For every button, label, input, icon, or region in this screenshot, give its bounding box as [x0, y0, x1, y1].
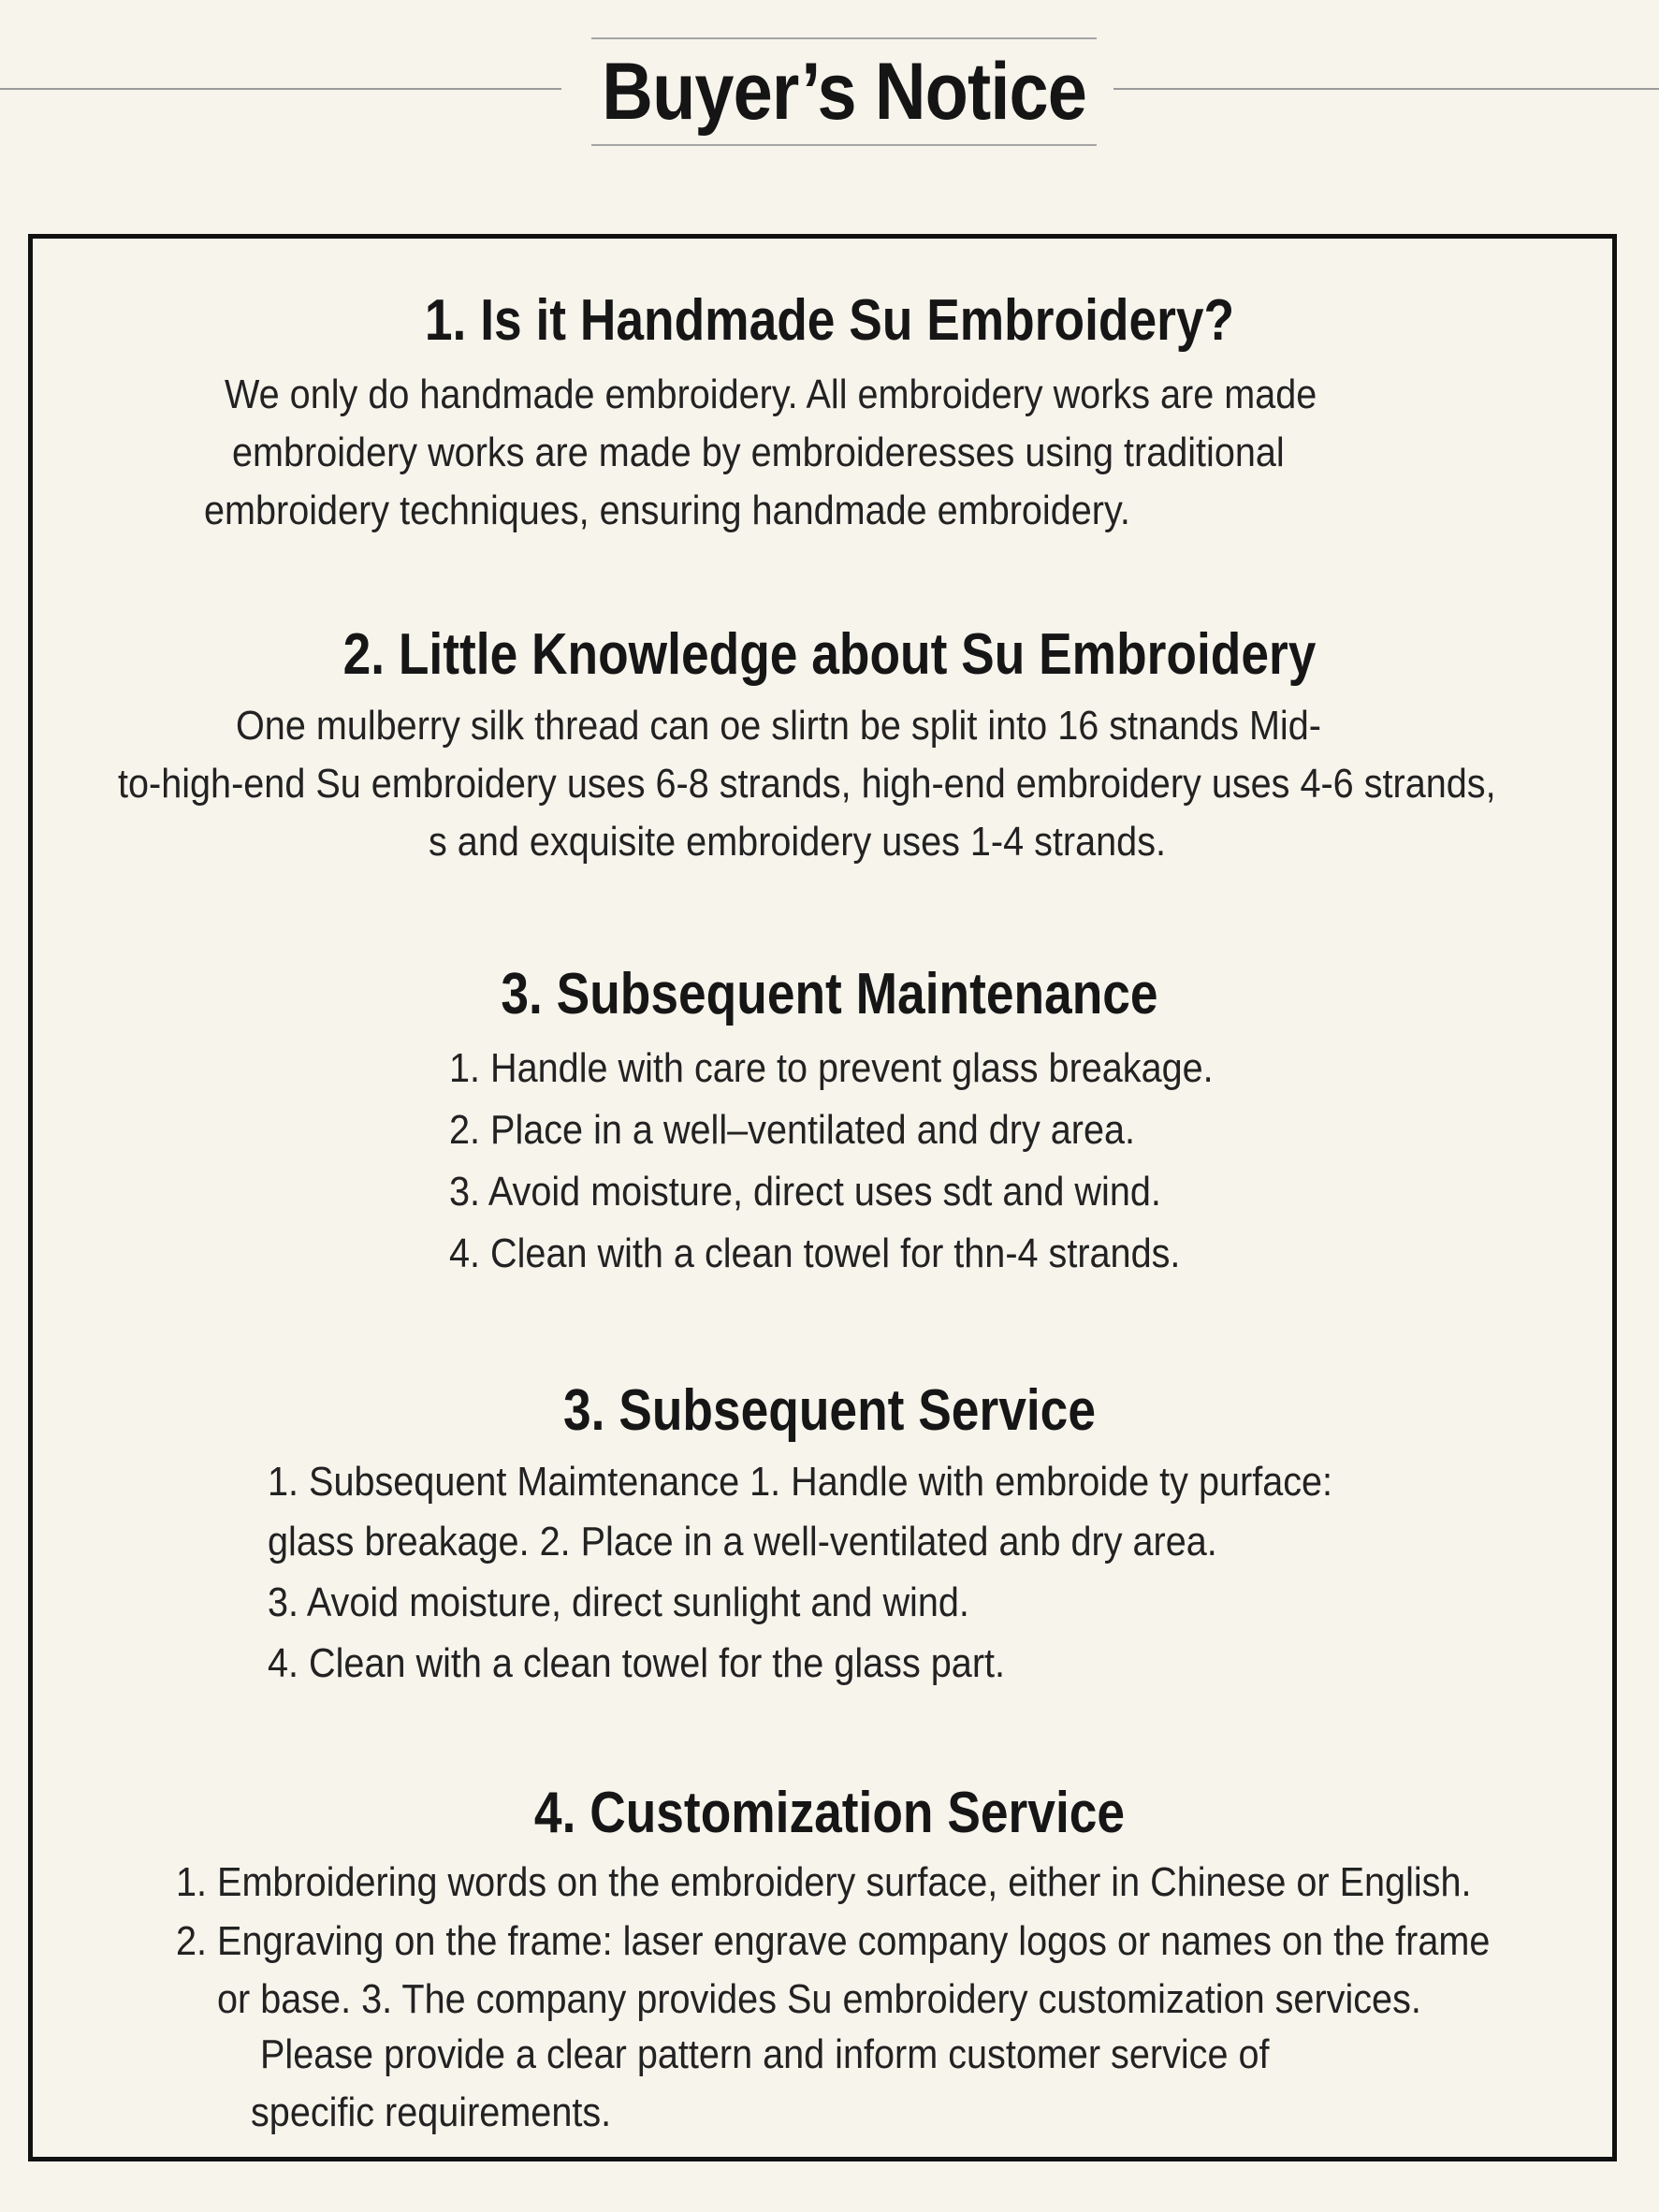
section-text-line: 4. Clean with a clean towel for the glass part.	[268, 1640, 1006, 1686]
section-text-line: We only do handmade embroidery. All embroidery works are made	[225, 371, 1317, 417]
section-text-line: or base. 3. The company provides Su embroidery customization services.	[217, 1976, 1421, 2022]
section-text-line: 3. Avoid moisture, direct sunlight and wind.	[268, 1579, 969, 1625]
section-text-line: specific requirements.	[251, 2089, 612, 2135]
section-text-line: 3. Avoid moisture, direct uses sdt and wind.	[449, 1169, 1161, 1215]
section-service	[0, 1375, 1659, 1447]
section-maintenance	[0, 959, 1659, 1030]
section-text-line: s and exquisite embroidery uses 1-4 strands.	[429, 819, 1167, 865]
section-heading: 2. Little Knowledge about Su Embroidery	[342, 622, 1317, 687]
section-text-line: 2. Place in a well–ventilated and dry area.	[449, 1107, 1136, 1153]
section-text-line: 4. Clean with a clean towel for thn-4 strands.	[449, 1230, 1181, 1276]
header-rule-left	[0, 88, 561, 90]
section-customization	[0, 1778, 1659, 1849]
section-text-line: embroidery techniques, ensuring handmade embroidery.	[204, 488, 1130, 533]
header-rule-right	[1113, 88, 1659, 90]
section-text-line: Please provide a clear pattern and inform customer service of	[260, 2031, 1270, 2077]
section-knowledge	[0, 619, 1659, 691]
section-text-line: to-high-end Su embroidery uses 6-8 strands, high-end embroidery uses 4-6 strands,	[118, 761, 1496, 807]
section-heading: 4. Customization Service	[533, 1781, 1126, 1845]
section-text-line: 1. Handle with care to prevent glass breakage.	[449, 1045, 1214, 1091]
section-heading: 1. Is it Handmade Su Embroidery?	[424, 288, 1235, 353]
section-heading: 3. Subsequent Maintenance	[501, 962, 1158, 1026]
section-text-line: One mulberry silk thread can oe slirtn be split into 16 stnands Mid-	[236, 703, 1321, 749]
title-box	[591, 37, 1097, 146]
page-title: Buyer’s Notice	[602, 46, 1086, 137]
section-text-line: 2. Engraving on the frame: laser engrave company logos or names on the frame	[176, 1918, 1491, 1964]
section-text-line: glass breakage. 2. Place in a well-ventilated anb dry area.	[268, 1519, 1217, 1564]
section-text-line: 1. Embroidering words on the embroidery surface, either in Chinese or English.	[176, 1859, 1472, 1905]
section-heading: 3. Subsequent Service	[563, 1378, 1096, 1443]
section-text-line: 1. Subsequent Maimtenance 1. Handle with embroide ty purface:	[268, 1459, 1333, 1505]
section-text-line: embroidery works are made by embroideresses using traditional	[232, 429, 1285, 475]
section-handmade	[0, 285, 1659, 357]
page-header	[0, 37, 1659, 150]
